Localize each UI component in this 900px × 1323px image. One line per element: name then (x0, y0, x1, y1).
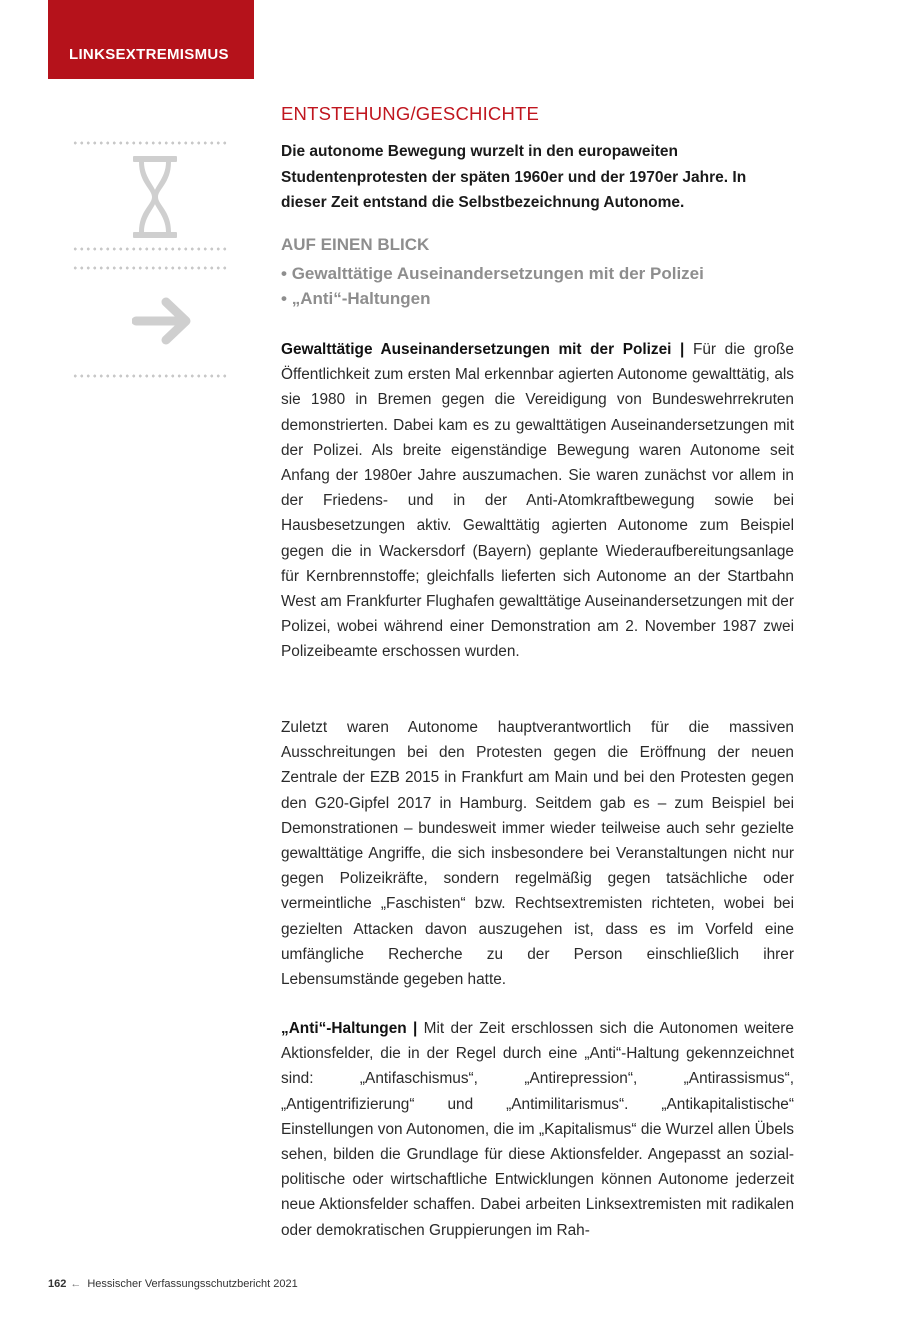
body-paragraph (281, 1016, 794, 1243)
body-paragraph (281, 337, 794, 665)
at-a-glance-item: • „Anti“-Haltungen (281, 286, 704, 311)
section-tab (48, 0, 254, 79)
section-tab-label: LINKSEXTREMISMUS (69, 46, 229, 63)
publication-title: Hessischer Verfassungsschutzbericht 2021 (87, 1278, 298, 1290)
at-a-glance-title: AUF EINEN BLICK (281, 235, 430, 254)
page-footer (48, 1278, 298, 1290)
lead-paragraph: Die autonome Bewegung wurzelt in den europaweiten Studentenprotesten der späten 1960er und der 1970er Jahre. In dieser Zeit entstand die Selbstbezeichnung Autonome. (281, 143, 747, 211)
body-paragraph (281, 715, 794, 992)
paragraph-lead: „Anti“-Haltungen | (281, 1020, 418, 1037)
hourglass-icon (132, 155, 178, 239)
at-a-glance-item: • Gewalttätige Auseinandersetzungen mit der Polizei (281, 261, 704, 286)
paragraph-lead: Gewalttätige Auseinandersetzungen mit der Polizei | (281, 341, 685, 358)
paragraph-text: Mit der Zeit erschlossen sich die Autonomen weitere Aktionsfelder, die in der Regel durch eine „Anti“-Haltung gekennzeichnet sind: „Antifaschismus“, „Antirepression“, „Antirassismus“, „Antigentrifizierung“ und „Antimilitarismus“. „Antikapitalistische“ Einstellungen von Autonomen, die im „Kapitalismus“ die Wurzel allen Übels sehen, bilden die Grundlage für diese Aktionsfelder. Angepasst an sozial-politische oder wirtschaftliche Entwicklungen können Autonome jederzeit neue Aktionsfelder schaffen. Dabei arbeiten Linksextremisten mit radikalen oder demokratischen Gruppierungen im Rah- (281, 1020, 794, 1239)
arrow-right-icon (132, 296, 194, 346)
section-heading: ENTSTEHUNG/GESCHICHTE (281, 103, 540, 124)
page-number: 162 (48, 1278, 67, 1290)
dotted-divider (72, 266, 228, 270)
dotted-divider (72, 247, 228, 251)
dotted-divider (72, 141, 228, 145)
back-arrow-icon[interactable]: ← (70, 1278, 82, 1290)
dotted-divider (72, 374, 228, 378)
at-a-glance-list (281, 261, 704, 311)
paragraph-text: Zuletzt waren Autonome hauptverantwortlich für die massiven Ausschreitungen bei den Protesten gegen die Eröffnung der neuen Zentrale der EZB 2015 in Frankfurt am Main und bei den Protesten gegen den G20-Gipfel 2017 in Hamburg. Seitdem gab es – zum Beispiel bei Demonstrationen – bundesweit immer wieder teilweise auch sehr gezielte gewalttätige Angriffe, die sich insbesondere bei Veranstaltungen nicht nur gegen Polizeikräfte, sondern regelmäßig gegen tatsächliche oder vermeintliche „Faschisten“ bzw. Rechtsextremisten richteten, wobei bei gezielten Attacken davon auszugehen ist, dass es im Vorfeld eine umfängliche Recherche zu der Person einschließlich ihrer Lebensumstände gegeben hatte. (281, 719, 794, 989)
paragraph-text: Für die große Öffentlichkeit zum ersten Mal erkennbar agierten Autonome gewalttätig, als sie 1980 in Bremen gegen die Vereidigung von Bundeswehrrekruten demonstrierten. Dabei kam es zu gewalttätigen Auseinandersetzungen mit der Polizei. Als breite eigenständige Bewegung waren Autonome seit Anfang der 1980er Jahre auszumachen. Sie waren zunächst vor allem in der Friedens- und in der Anti-Atomkraftbewegung sowie bei Hausbesetzungen aktiv. Gewalttätig agierten Autonome zum Beispiel gegen die in Wackersdorf (Bayern) geplante Wiederaufbereitungsanlage für Kernbrennstoffe; gleichfalls lieferten sich Autonome an der Startbahn West am Frankfurter Flughafen gewalttätige Auseinandersetzungen mit der Polizei, wobei während einer Demonstration am 2. November 1987 zwei Polizeibeamte erschossen wurden. (281, 341, 794, 661)
